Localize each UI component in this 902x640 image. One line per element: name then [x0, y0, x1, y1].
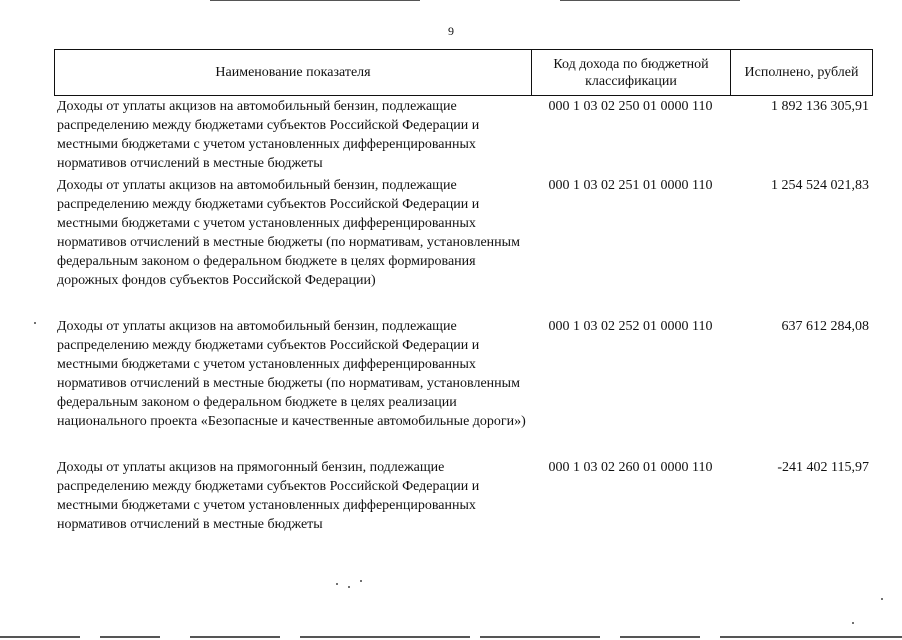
scan-speck [34, 322, 36, 324]
row-name: Доходы от уплаты акцизов на автомобильный бензин, подлежащие распределению между бюджетами субъектов Российской Федерации и местными бюджетами с учетом установленных дифференцированных нормативов отчислений в местные бюджеты (по нормативам, установленным федеральным законом о федеральном бюджете в целях формирования дорожных фондов субъектов Российской Федерации) [57, 178, 520, 288]
scan-artifact-bottom [190, 636, 280, 638]
scan-artifact-top [210, 0, 420, 1]
table-row [54, 458, 873, 538]
scan-speck [881, 598, 883, 600]
table-body [54, 96, 873, 538]
table-row [54, 97, 873, 176]
scan-artifact-bottom [100, 636, 160, 638]
scan-speck [336, 583, 338, 585]
row-code: 000 1 03 02 250 01 0000 110 [548, 99, 713, 114]
page-number: 9 [448, 24, 454, 38]
scan-artifact-bottom [480, 636, 600, 638]
table-row [54, 317, 873, 458]
scan-speck [852, 622, 854, 624]
row-code: 000 1 03 02 252 01 0000 110 [548, 319, 713, 334]
row-name: Доходы от уплаты акцизов на автомобильный бензин, подлежащие распределению между бюджетами субъектов Российской Федерации и местными бюджетами с учетом установленных дифференцированных нормативов отчислений в местные бюджеты (по нормативам, установленным федеральным законом о федеральном бюджете в целях реализации национального проекта «Безопасные и качественные автомобильные дороги») [57, 319, 526, 429]
scan-speck [348, 586, 350, 588]
scan-artifact-bottom [720, 636, 902, 638]
table-header [54, 49, 873, 96]
scan-artifact-bottom [620, 636, 700, 638]
row-amount: 1 892 136 305,91 [771, 99, 869, 114]
row-code: 000 1 03 02 251 01 0000 110 [548, 178, 713, 193]
scan-speck [360, 580, 362, 582]
scan-artifact-bottom [300, 636, 470, 638]
header-amount: Исполнено, рублей [744, 65, 859, 80]
scan-artifact-top [560, 0, 740, 1]
row-amount: 637 612 284,08 [781, 319, 869, 334]
row-name: Доходы от уплаты акцизов на автомобильный бензин, подлежащие распределению между бюджетами субъектов Российской Федерации и местными бюджетами с учетом установленных дифференцированных нормативов отчислений в местные бюджеты [57, 99, 480, 171]
header-code: Код дохода по бюджетной классификации [532, 50, 731, 95]
scan-artifact-bottom [0, 636, 80, 638]
row-amount: -241 402 115,97 [777, 460, 869, 475]
row-code: 000 1 03 02 260 01 0000 110 [548, 460, 713, 475]
row-name: Доходы от уплаты акцизов на прямогонный бензин, подлежащие распределению между бюджетами субъектов Российской Федерации и местными бюджетами с учетом установленных дифференцированных нормативов отчислений в местные бюджеты [57, 460, 480, 532]
table-row [54, 176, 873, 317]
header-name: Наименование показателя [55, 50, 532, 95]
row-amount: 1 254 524 021,83 [771, 178, 869, 193]
